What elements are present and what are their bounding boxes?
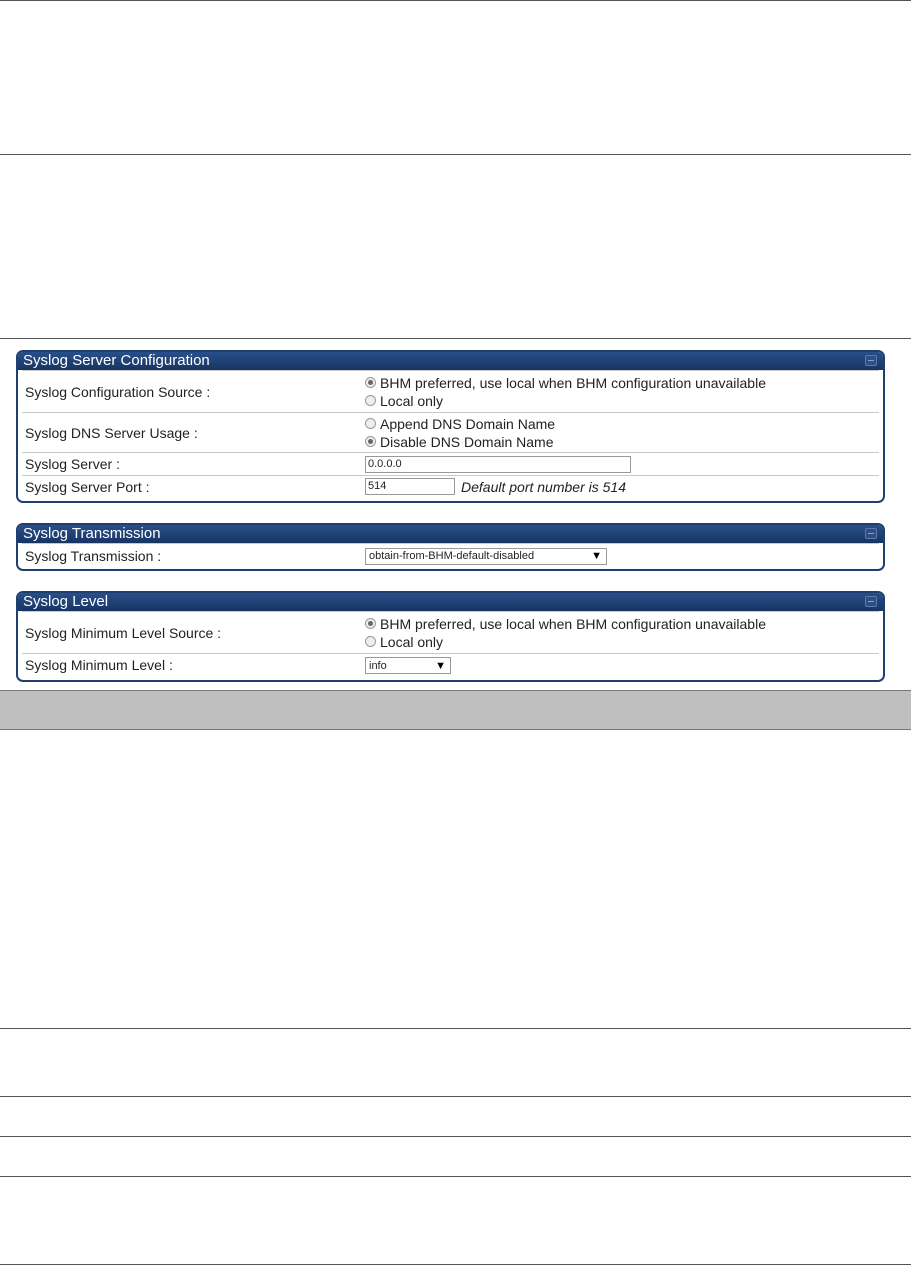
table-rule: [0, 154, 911, 155]
panel-title: Syslog Transmission: [23, 525, 161, 542]
collapse-icon[interactable]: [865, 355, 877, 366]
config-source-row: [22, 370, 879, 412]
config-source-option-local[interactable]: Local only: [365, 392, 879, 410]
panel-title: Syslog Server Configuration: [23, 352, 210, 369]
min-level-source-option-bhm[interactable]: BHM preferred, use local when BHM configuration unavailable: [365, 615, 879, 633]
panel-title: Syslog Level: [23, 593, 109, 610]
syslog-port-row: [22, 475, 879, 497]
panel-header: [18, 525, 883, 543]
syslog-transmission-label: Syslog Transmission :: [25, 547, 162, 564]
table-header-band: [0, 690, 911, 730]
table-rule: [0, 1176, 911, 1177]
table-rule: [0, 1028, 911, 1029]
collapse-icon[interactable]: [865, 528, 877, 539]
syslog-transmission-panel: [16, 523, 885, 571]
radio-icon[interactable]: [365, 418, 376, 429]
syslog-transmission-row: [22, 543, 879, 567]
min-level-source-label: Syslog Minimum Level Source :: [25, 624, 222, 641]
table-rule: [0, 0, 911, 1]
syslog-server-configuration-panel: [16, 350, 885, 503]
config-source-label: Syslog Configuration Source :: [25, 383, 211, 400]
dns-usage-option-disable[interactable]: Disable DNS Domain Name: [365, 433, 879, 451]
collapse-icon[interactable]: [865, 596, 877, 607]
min-level-row: [22, 653, 879, 676]
syslog-level-panel: [16, 591, 885, 682]
min-level-select[interactable]: info ▼: [365, 657, 451, 674]
config-source-option-bhm[interactable]: BHM preferred, use local when BHM configuration unavailable: [365, 374, 879, 392]
radio-icon[interactable]: [365, 377, 376, 388]
syslog-port-label: Syslog Server Port :: [25, 478, 150, 495]
radio-icon[interactable]: [365, 618, 376, 629]
table-rule: [0, 1096, 911, 1097]
table-rule: [0, 338, 911, 339]
radio-icon[interactable]: [365, 636, 376, 647]
dns-usage-option-append[interactable]: Append DNS Domain Name: [365, 415, 879, 433]
min-level-source-option-local[interactable]: Local only: [365, 633, 879, 651]
syslog-transmission-select[interactable]: obtain-from-BHM-default-disabled ▼: [365, 548, 607, 565]
dns-usage-row: [22, 412, 879, 452]
dropdown-arrow-icon: ▼: [435, 659, 446, 672]
dns-usage-label: Syslog DNS Server Usage :: [25, 424, 198, 441]
syslog-server-input[interactable]: 0.0.0.0: [365, 456, 631, 473]
min-level-source-row: [22, 611, 879, 653]
syslog-server-label: Syslog Server :: [25, 456, 120, 472]
table-rule: [0, 1136, 911, 1137]
radio-icon[interactable]: [365, 436, 376, 447]
syslog-port-input[interactable]: 514: [365, 478, 455, 495]
default-port-note: Default port number is 514: [461, 478, 626, 495]
radio-icon[interactable]: [365, 395, 376, 406]
panel-header: [18, 593, 883, 611]
min-level-label: Syslog Minimum Level :: [25, 657, 173, 673]
syslog-server-row: [22, 452, 879, 475]
panel-header: [18, 352, 883, 370]
dropdown-arrow-icon: ▼: [591, 550, 602, 563]
